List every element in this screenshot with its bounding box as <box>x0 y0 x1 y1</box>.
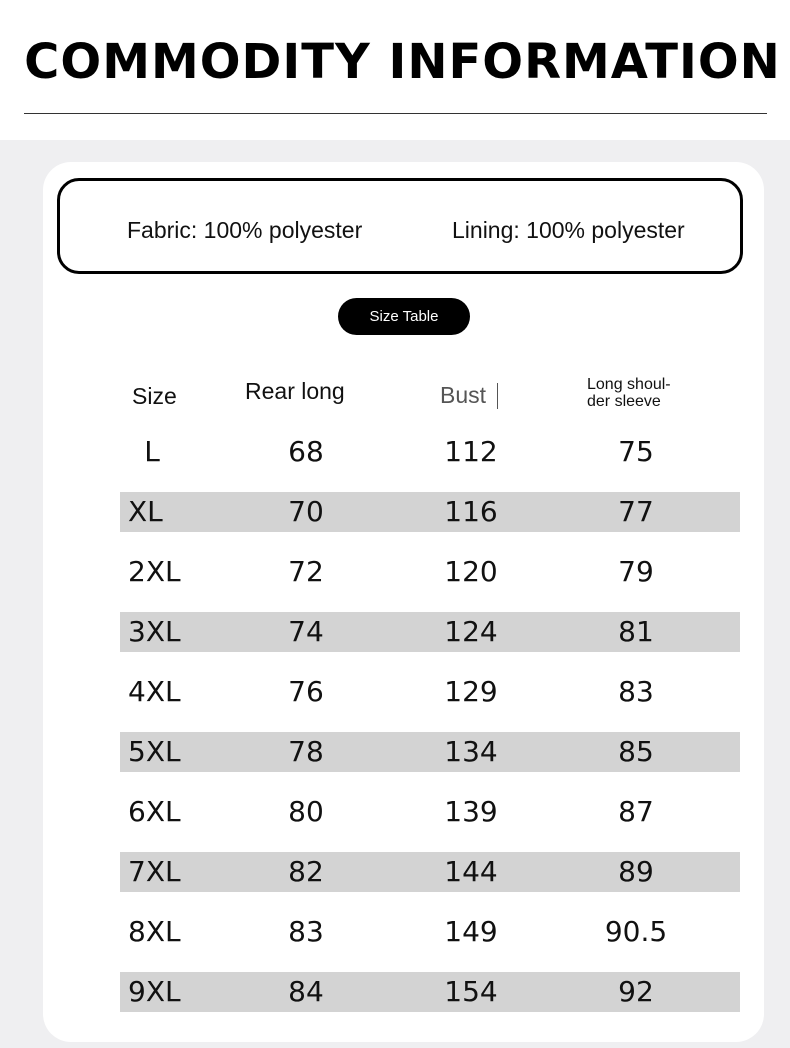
table-row <box>120 612 740 672</box>
bust-cell: 154 <box>444 975 498 1008</box>
rear-long-cell: 72 <box>288 555 324 588</box>
sleeve-header-line-1: Long shoul- <box>587 376 671 393</box>
size-cell: 2XL <box>128 555 181 588</box>
table-row <box>120 972 740 1032</box>
bust-cell: 112 <box>444 435 498 468</box>
size-table-button[interactable]: Size Table <box>338 298 470 335</box>
bust-cell: 134 <box>444 735 498 768</box>
sleeve-cell: 89 <box>618 855 654 888</box>
sleeve-cell: 81 <box>618 615 654 648</box>
size-cell: 6XL <box>128 795 181 828</box>
rear-long-cell: 70 <box>288 495 324 528</box>
sleeve-cell: 77 <box>618 495 654 528</box>
rear-long-cell: 78 <box>288 735 324 768</box>
header-band <box>0 0 790 140</box>
size-cell: 4XL <box>128 675 181 708</box>
table-row <box>120 852 740 912</box>
bust-cell: 139 <box>444 795 498 828</box>
rear-long-cell: 82 <box>288 855 324 888</box>
table-row <box>120 792 740 852</box>
material-box <box>57 178 743 274</box>
sleeve-header-line-2: der sleeve <box>587 393 661 410</box>
bust-cell: 149 <box>444 915 498 948</box>
column-header-sleeve <box>587 376 697 410</box>
info-card <box>43 162 764 1042</box>
text-cursor-bar <box>497 383 498 409</box>
table-row <box>120 912 740 972</box>
sleeve-cell: 87 <box>618 795 654 828</box>
size-cell: 3XL <box>128 615 181 648</box>
sleeve-cell: 75 <box>618 435 654 468</box>
sleeve-cell: 83 <box>618 675 654 708</box>
sleeve-cell: 90.5 <box>604 915 668 948</box>
bust-cell: 116 <box>444 495 498 528</box>
column-header-bust: Bust <box>440 382 487 408</box>
column-header-size: Size <box>132 383 177 409</box>
rear-long-cell: 68 <box>288 435 324 468</box>
rear-long-cell: 76 <box>288 675 324 708</box>
bust-cell: 120 <box>444 555 498 588</box>
fabric-label: Fabric: 100% polyester <box>127 217 363 243</box>
bust-cell: 144 <box>444 855 498 888</box>
rear-long-cell: 83 <box>288 915 324 948</box>
rear-long-cell: 74 <box>288 615 324 648</box>
size-cell: 8XL <box>128 915 181 948</box>
size-cell: 5XL <box>128 735 181 768</box>
rear-long-cell: 80 <box>288 795 324 828</box>
rear-long-cell: 84 <box>288 975 324 1008</box>
sleeve-cell: 79 <box>618 555 654 588</box>
bust-cell: 124 <box>444 615 498 648</box>
size-cell: L <box>144 435 160 468</box>
page-title: COMMODITY INFORMATION <box>24 34 781 90</box>
column-header-rear-long: Rear long <box>245 378 345 404</box>
size-cell: 7XL <box>128 855 181 888</box>
title-divider <box>24 113 767 114</box>
table-row <box>120 732 740 792</box>
bust-cell: 129 <box>444 675 498 708</box>
table-row <box>120 492 740 552</box>
lining-label: Lining: 100% polyester <box>452 217 685 243</box>
size-table <box>120 432 740 1032</box>
table-row <box>120 432 740 492</box>
sleeve-cell: 92 <box>618 975 654 1008</box>
table-row <box>120 672 740 732</box>
size-cell: XL <box>128 495 163 528</box>
size-cell: 9XL <box>128 975 181 1008</box>
sleeve-cell: 85 <box>618 735 654 768</box>
table-row <box>120 552 740 612</box>
